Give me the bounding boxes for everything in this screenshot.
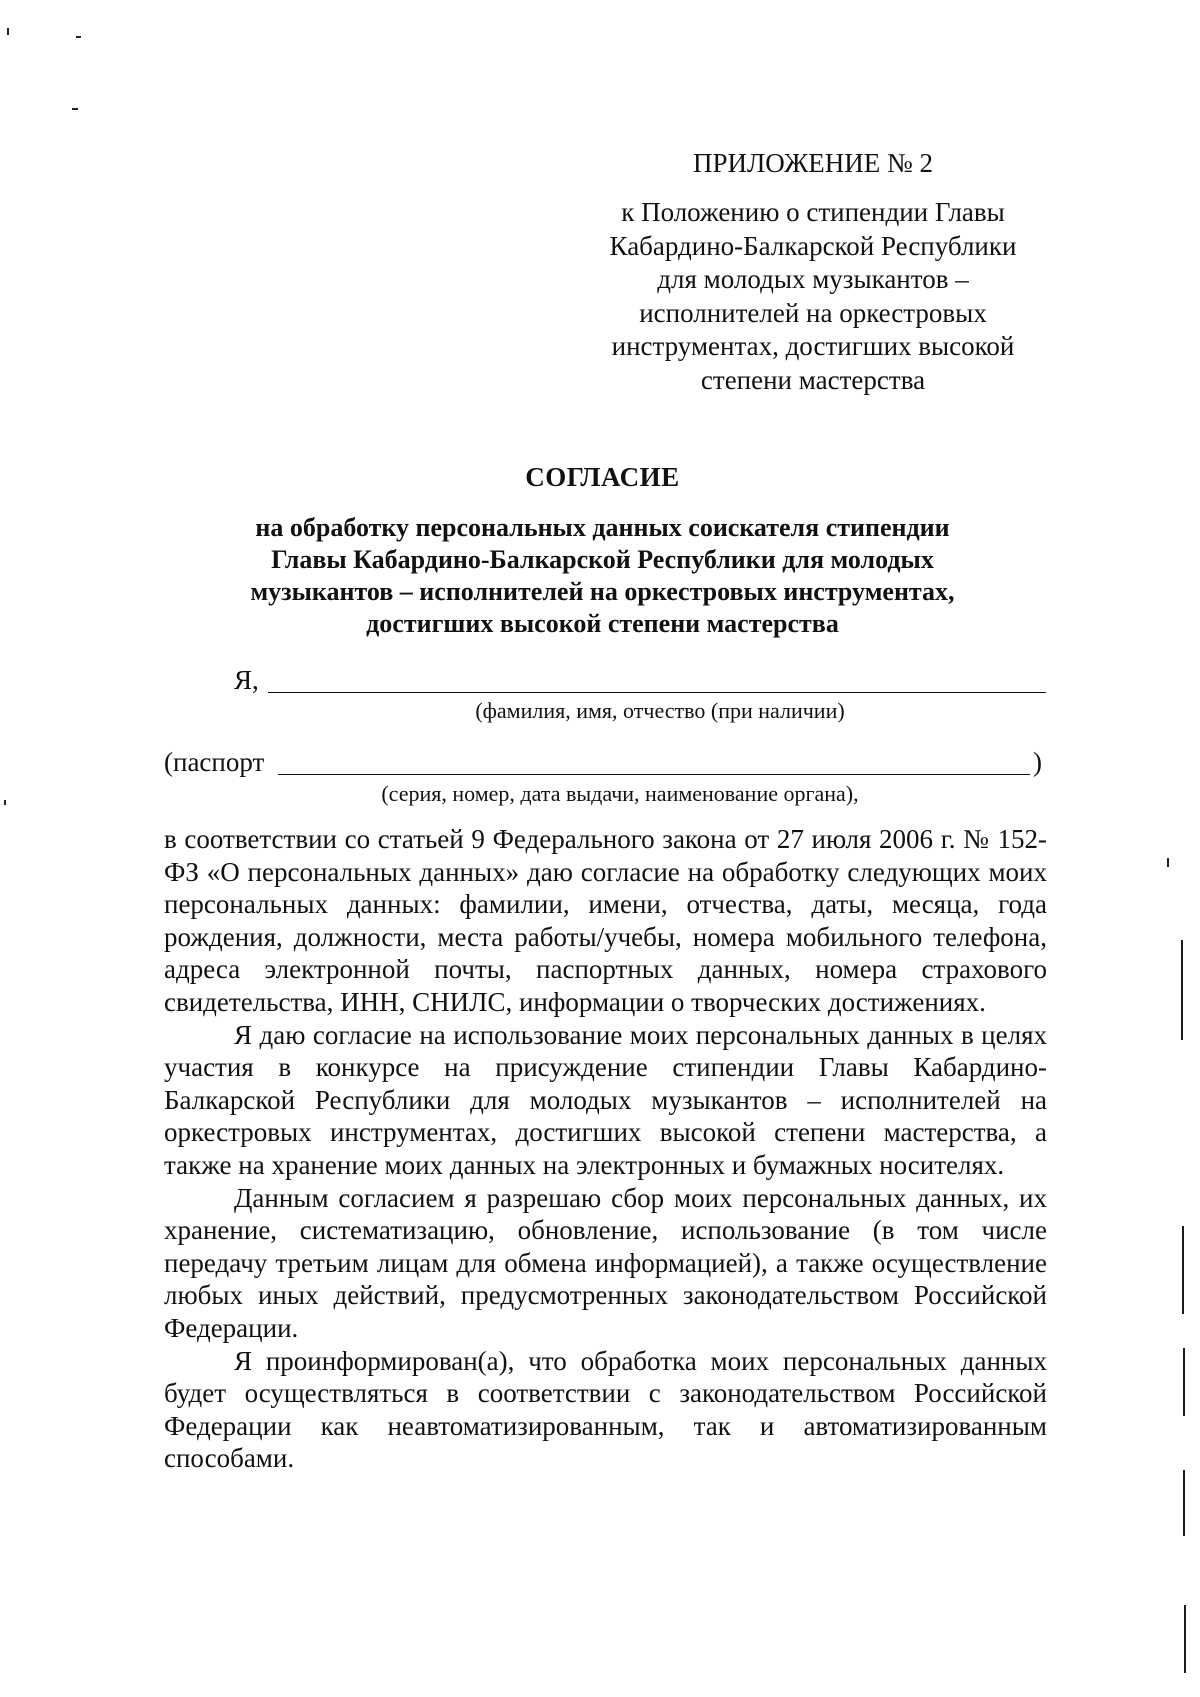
scan-margin-line (1183, 1470, 1185, 1536)
body-paragraph: Данным согласием я разрешаю сбор моих персональных данных, их хранение, систематизацию, обновление, использование (в том числе передачу третьим лицам для обмена информацией), а также осуществление любых иных действий, предусмотренных законодательством Российской Федерации. (164, 1182, 1047, 1343)
appendix-description (588, 196, 1038, 397)
scan-speck (76, 36, 81, 38)
consent-title: СОГЛАСИЕ (525, 462, 680, 492)
passport-closing-paren: ) (1033, 747, 1042, 777)
appendix-title: ПРИЛОЖЕНИЕ № 2 (692, 148, 934, 178)
passport-field-label: (паспорт (164, 747, 265, 777)
consent-subtitle-line: на обработку персональных данных соискателя стипендии (255, 513, 950, 542)
consent-subtitle (160, 512, 1045, 640)
scan-speck (72, 108, 78, 110)
scan-speck (4, 800, 6, 805)
scan-margin-line (1183, 1348, 1185, 1416)
body-paragraph: Я даю согласие на использование моих персональных данных в целях участия в конкурсе на присуждение стипендии Главы Кабардино-Балкарской Республики для молодых музыкантов – исполнителей на оркестровых инструментах, достигших высокой степени мастерства, а также на хранение моих данных на электронных и бумажных носителях. (164, 1019, 1047, 1180)
appendix-line: к Положению о стипендии Главы (621, 197, 1005, 227)
passport-fill-line[interactable] (278, 774, 1030, 775)
consent-body (164, 823, 1047, 1475)
appendix-line: исполнителей на оркестровых (639, 297, 987, 328)
appendix-line: Кабардино-Балкарской Республики (609, 230, 1017, 261)
appendix-line: степени мастерства (700, 364, 926, 395)
appendix-line: для молодых музыкантов – (657, 264, 969, 294)
passport-caption: (серия, номер, дата выдачи, наименование органа), (381, 781, 859, 806)
consent-subtitle-line: Главы Кабардино-Балкарской Республики для молодых (271, 545, 934, 574)
name-field-label: Я, (234, 665, 259, 695)
scan-speck (7, 28, 9, 35)
name-caption: (фамилия, имя, отчество (при наличии) (475, 698, 845, 723)
scan-margin-line (1182, 1226, 1184, 1314)
scan-margin-line (1181, 940, 1183, 1040)
scan-speck (1167, 858, 1169, 867)
appendix-line: инструментах, достигших высокой (611, 331, 1015, 361)
body-paragraph: в соответствии со статьей 9 Федерального закона от 27 июля 2006 г. № 152-ФЗ «О персональных данных» даю согласие на обработку следующих моих персональных данных: фамилии, имени, отчества, даты, месяца, года рождения, должности, места работы/учебы, номера мобильного телефона, адреса электронной почты, паспортных данных, номера страхового свидетельства, ИНН, СНИЛС, информации о творческих достижениях. (164, 824, 1047, 1017)
scan-margin-line (1184, 1605, 1186, 1673)
consent-subtitle-line: музыкантов – исполнителей на оркестровых инструментах, (250, 577, 955, 606)
body-paragraph: Я проинформирован(а), что обработка моих персональных данных будет осуществляться в соответствии с законодательством Российской Федерации как неавтоматизированным, так и автоматизированным способами. (164, 1345, 1047, 1474)
name-fill-line[interactable] (268, 692, 1046, 693)
consent-subtitle-line: достигших высокой степени мастерства (366, 609, 839, 638)
